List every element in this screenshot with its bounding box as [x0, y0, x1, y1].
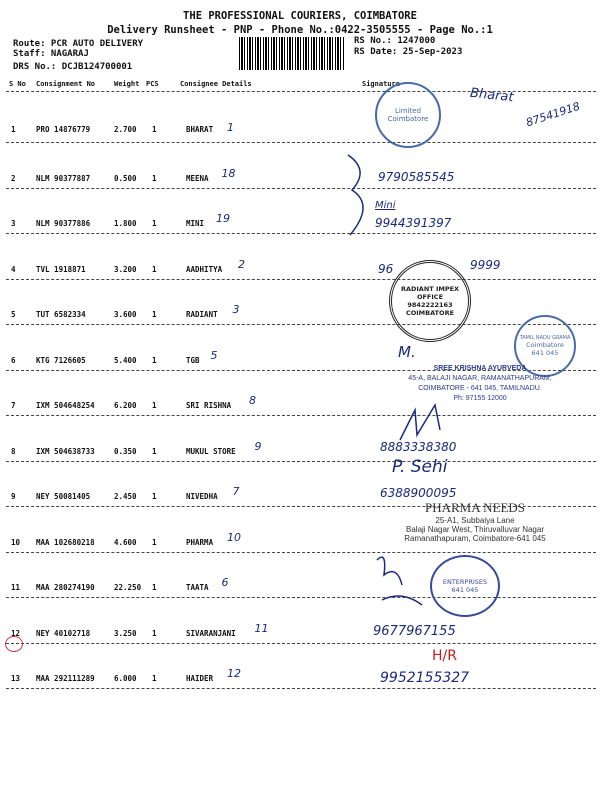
- row-handwritten-mark: 18: [221, 167, 236, 180]
- row-weight: 1.800: [114, 219, 137, 228]
- rs-number: RS No.: 1247000: [354, 36, 436, 46]
- row-consignment-no: MAA 102680218: [36, 538, 95, 547]
- handwritten-phone-7: 6388900095: [380, 486, 457, 500]
- enterprises-code: 641 045: [451, 586, 479, 594]
- row-rule: [6, 461, 596, 462]
- row-consignment-no: IXM 504648254: [36, 401, 95, 410]
- row-sno: 2: [11, 174, 16, 183]
- row-pcs: 1: [152, 447, 157, 456]
- col-signature: Signature: [362, 80, 400, 88]
- handwritten-mini: Mini: [375, 200, 396, 211]
- col-sno: S No: [9, 80, 26, 88]
- row-consignee: SIVARANJANI: [186, 629, 236, 638]
- row-handwritten-mark: 7: [232, 485, 240, 498]
- row-consignment-no: NEY 40102718: [36, 629, 91, 638]
- row-rule: [6, 188, 596, 189]
- tn-num-text: 641 045: [531, 349, 559, 357]
- row-pcs: 1: [152, 674, 157, 683]
- row-handwritten-mark: 6: [221, 576, 229, 589]
- row-sno: 9: [11, 492, 16, 501]
- row-weight: 6.000: [114, 674, 137, 683]
- row-consignee: MINI: [186, 219, 205, 228]
- row-handwritten-mark: 8: [249, 394, 256, 407]
- handwritten-phone-5: 9999: [470, 258, 501, 272]
- row-rule: [6, 643, 596, 644]
- rs-date: RS Date: 25-Sep-2023: [354, 47, 463, 57]
- row-weight: 2.450: [114, 492, 137, 501]
- handwritten-phone-4: 96: [378, 262, 394, 276]
- row-rule: [6, 324, 596, 325]
- stamp-coimbatore-text: Coimbatore: [387, 115, 429, 123]
- row-sno: 12: [11, 629, 21, 638]
- row-handwritten-mark: 10: [227, 531, 241, 544]
- handwritten-phone-2: 9790585545: [378, 170, 455, 184]
- handwritten-signature-scribble-2: [372, 545, 442, 615]
- row-pcs: 1: [152, 265, 157, 274]
- staff-label: Staff: NAGARAJ: [13, 49, 89, 59]
- handwritten-signature-p: P. Sehi: [392, 457, 448, 477]
- handwritten-phone-6: 8883338380: [380, 440, 457, 454]
- row-consignee: TGB: [186, 356, 200, 365]
- radiant-bottom-text: COIMBATORE: [405, 309, 455, 317]
- row-pcs: 1: [152, 492, 157, 501]
- row-handwritten-mark: 11: [254, 622, 269, 635]
- tn-mid-text: Coimbatore: [526, 341, 564, 349]
- row-pcs: 1: [152, 310, 157, 319]
- row-handwritten-mark: 5: [210, 349, 218, 362]
- row-weight: 6.200: [114, 401, 137, 410]
- row-consignee: TAATA: [186, 583, 209, 592]
- pharma-name: PHARMA NEEDS: [424, 500, 526, 515]
- row-pcs: 1: [152, 219, 157, 228]
- runsheet-subtitle: Delivery Runsheet - PNP - Phone No.:0422-3505555 - Page No.:1: [107, 24, 493, 36]
- row-handwritten-mark: 9: [254, 440, 262, 453]
- handwritten-signature-scribble: [395, 400, 455, 445]
- row-consignment-no: KTG 7126605: [36, 356, 86, 365]
- row-handwritten-mark: 1: [227, 121, 234, 134]
- row-sno: 10: [11, 538, 21, 547]
- row-pcs: 1: [152, 401, 157, 410]
- enterprises-text: ENTERPRISES: [442, 578, 488, 586]
- row-rule: [6, 688, 596, 689]
- pharma-line3: Ramanathapuram, Coimbatore-641 045: [404, 534, 546, 543]
- row-consignment-no: MAA 280274190: [36, 583, 95, 592]
- row-rule: [6, 233, 596, 234]
- col-pcs: PCS: [146, 80, 159, 88]
- row-consignment-no: NLM 90377887: [36, 174, 91, 183]
- radiant-phone-text: 9842222163: [407, 301, 453, 309]
- sree-krishna-stamp: [385, 364, 575, 404]
- row-consignment-no: PRO 14876779: [36, 125, 91, 134]
- sree-line3: COIMBATORE - 641 045, TAMILNADU.: [418, 385, 542, 392]
- row-weight: 4.600: [114, 538, 137, 547]
- tn-top-text: TAMIL NADU GRAMA: [519, 335, 571, 341]
- row-handwritten-mark: 2: [238, 258, 245, 271]
- row-sno: 8: [11, 447, 16, 456]
- row-rule: [6, 415, 596, 416]
- row-pcs: 1: [152, 583, 157, 592]
- handwritten-phone-1: 87541918: [524, 99, 582, 130]
- radiant-office-text: OFFICE: [416, 293, 444, 301]
- handwritten-phone-9: 9952155327: [380, 670, 470, 686]
- row-sno: 1: [11, 125, 16, 134]
- row-sno: 5: [11, 310, 16, 319]
- row-handwritten-mark: 3: [232, 303, 240, 316]
- row-weight: 3.250: [114, 629, 137, 638]
- row-pcs: 1: [152, 125, 157, 134]
- company-title: THE PROFESSIONAL COURIERS, COIMBATORE: [183, 10, 417, 22]
- row-weight: 0.350: [114, 447, 137, 456]
- row-consignment-no: TVL 1918871: [36, 265, 86, 274]
- row-consignee: PHARMA: [186, 538, 214, 547]
- row-sno: 13: [11, 674, 21, 683]
- sree-line1: SREE KRISHNA AYURVEDA: [433, 365, 527, 372]
- row-handwritten-mark: 19: [216, 212, 230, 225]
- sno-circle-mark: [5, 636, 23, 652]
- row-consignee: AADHITYA: [186, 265, 223, 274]
- row-consignment-no: NLM 90377886: [36, 219, 91, 228]
- row-consignment-no: TUT 6582334: [36, 310, 86, 319]
- row-weight: 3.200: [114, 265, 137, 274]
- row-pcs: 1: [152, 174, 157, 183]
- row-sno: 7: [11, 401, 16, 410]
- row-consignment-no: MAA 292111289: [36, 674, 95, 683]
- row-consignee: SRI RISHNA: [186, 401, 232, 410]
- row-rule: [6, 142, 596, 143]
- row-consignee: BHARAT: [186, 125, 214, 134]
- row-consignee: MEENA: [186, 174, 209, 183]
- barcode: [239, 37, 345, 70]
- row-weight: 22.250: [114, 583, 142, 592]
- row-sno: 6: [11, 356, 16, 365]
- row-weight: 2.700: [114, 125, 137, 134]
- row-pcs: 1: [152, 629, 157, 638]
- row-consignee: HAIDER: [186, 674, 214, 683]
- route-label: Route: PCR AUTO DELIVERY: [13, 39, 144, 49]
- radiant-impex-stamp: [389, 260, 471, 342]
- row-rule: [6, 279, 596, 280]
- row-weight: 0.500: [114, 174, 137, 183]
- row-consignee: RADIANT: [186, 310, 218, 319]
- row-consignment-no: NEY 50081405: [36, 492, 91, 501]
- handwritten-bracket-scribble: [340, 150, 380, 240]
- row-sno: 11: [11, 583, 21, 592]
- row-handwritten-mark: 12: [227, 667, 241, 680]
- row-weight: 3.600: [114, 310, 137, 319]
- stamp-limited-text: Limited: [394, 107, 422, 115]
- row-rule: [6, 597, 596, 598]
- pharma-line2: Balaji Nagar West, Thiruvalluvar Nagar: [406, 525, 544, 534]
- row-rule: [6, 552, 596, 553]
- handwritten-phone-3: 9944391397: [375, 216, 452, 230]
- row-pcs: 1: [152, 356, 157, 365]
- pharma-line1: 25-A1, Subbaiya Lane: [435, 516, 515, 525]
- row-weight: 5.400: [114, 356, 137, 365]
- row-consignee: NIVEDHA: [186, 492, 218, 501]
- handwritten-signature-m: M.: [398, 343, 416, 361]
- sree-line4: Ph: 97155 12000: [453, 395, 507, 402]
- sree-line2: 45-A, BALAJI NAGAR, RAMANATHAPURAM,: [408, 375, 552, 382]
- drs-number: DRS No.: DCJB124700001: [13, 62, 133, 72]
- handwritten-phone-8: 9677967155: [373, 624, 456, 639]
- row-consignment-no: IXM 504638733: [36, 447, 95, 456]
- col-consignee: Consignee Details: [180, 80, 252, 88]
- col-consignment: Consignment No: [36, 80, 96, 88]
- radiant-top-text: RADIANT IMPEX: [400, 285, 460, 293]
- col-weight: Weight: [114, 80, 140, 88]
- row-pcs: 1: [152, 538, 157, 547]
- limited-round-stamp: [375, 82, 441, 148]
- row-consignee: MUKUL STORE: [186, 447, 236, 456]
- pharma-needs-stamp: [375, 500, 575, 543]
- handwritten-signature-1: Bharat: [469, 85, 515, 106]
- row-sno: 4: [11, 265, 16, 274]
- row-sno: 3: [11, 219, 16, 228]
- handwritten-hr-mark: H/R: [432, 648, 457, 664]
